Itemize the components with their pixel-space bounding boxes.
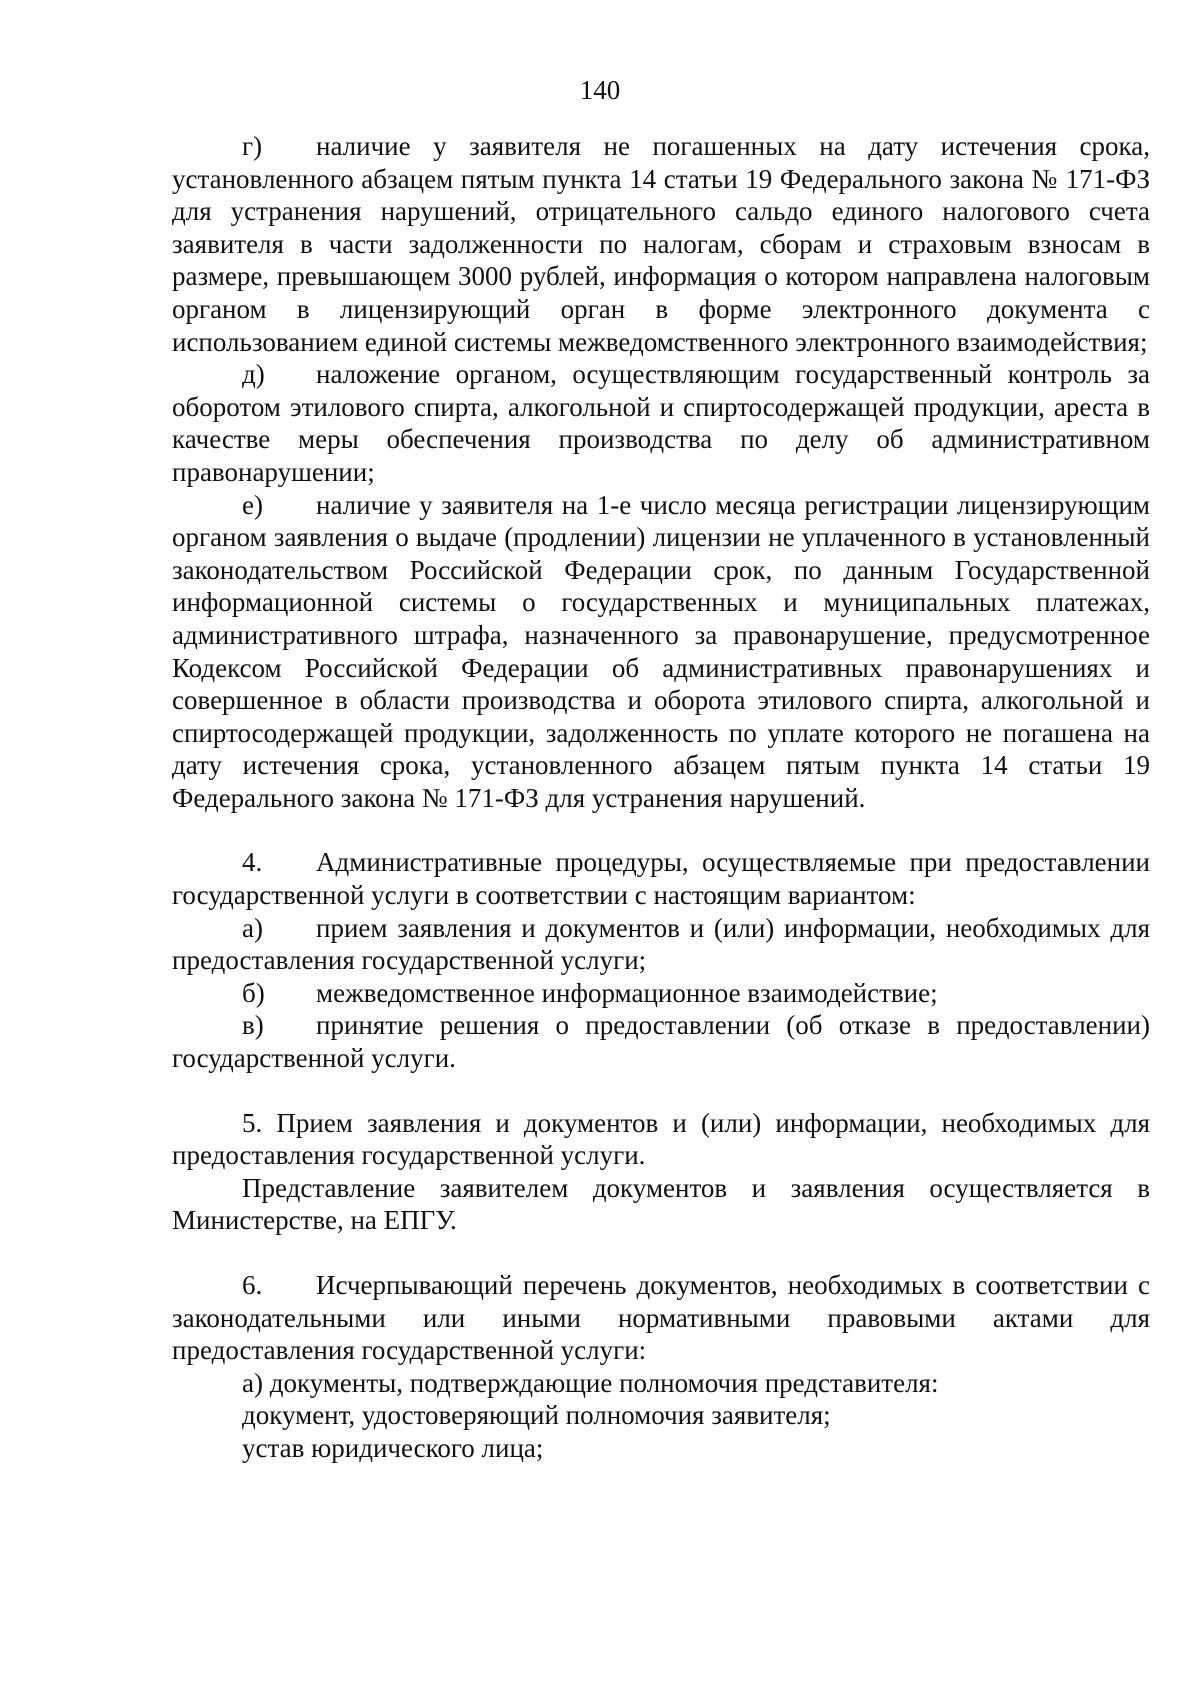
section-number: 4. [242, 847, 263, 878]
paragraph-item-d [172, 358, 1150, 488]
paragraph-text: наличие у заявителя не погашенных на дату истечения срока, установленного абзацем пятым пункта 14 статьи 19 Федерального закона № 171-ФЗ для устранения нарушений, отрицательного сальдо единого налогового счета заявителя в части задолженности по налогам, сборам и страховым взносам в размере, превышающем 3000 рублей, информация о котором направлена налоговым органом в лицензирующий орган в форме электронного документа с использованием единой системы межведомственного электронного взаимодействия; [172, 131, 1150, 357]
item-marker: б) [242, 977, 265, 1008]
item-marker: в) [242, 1010, 264, 1041]
paragraph-text: наличие у заявителя на 1-е число месяца регистрации лицензирующим органом заявления о выдаче (продлении) лицензии не уплаченного в установленный законодательством Российской Федерации срок, по данным Государственной информационной системы о государственных и муниципальных платежах, административного штрафа, назначенного за правонарушение, предусмотренное Кодексом Российской Федерации об административных правонарушениях и совершенное в области производства и оборота этилового спирта, алкогольной и спиртосодержащей продукции, задолженность по уплате которого не погашена на дату истечения срока, установленного абзацем пятым пункта 14 статьи 19 Федерального закона № 171-ФЗ для устранения нарушений. [172, 489, 1150, 813]
paragraph-text: Административные процедуры, осуществляемые при предоставлении государственной услуги в соответствии с настоящим вариантом: [172, 847, 1150, 911]
paragraph-item-g [172, 130, 1150, 358]
item-marker: г) [242, 131, 263, 161]
paragraph-submission: Представление заявителем документов и заявления осуществляется в Министерстве, на ЕПГУ. [172, 1172, 1150, 1236]
paragraph-text: межведомственное информационное взаимодействие; [316, 977, 938, 1008]
paragraph-gap [172, 1237, 1150, 1269]
document-body [172, 130, 1150, 1465]
list-item: устав юридического лица; [242, 1432, 544, 1463]
paragraph-item-4v [172, 1009, 1150, 1074]
paragraph-item-4a [172, 912, 1150, 977]
paragraph-text: наложение органом, осуществляющим государственный контроль за оборотом этилового спирта, алкогольной и спиртосодержащей продукции, ареста в качестве меры обеспечения производства по делу об административном правонарушении; [172, 359, 1150, 487]
item-marker: д) [242, 359, 265, 390]
paragraph-item-4b [172, 977, 1150, 1010]
paragraph-gap [172, 1075, 1150, 1107]
paragraph-section-5: 5. Прием заявления и документов и (или) информации, необходимых для предоставления государственной услуги. [172, 1107, 1150, 1171]
paragraph-text: Исчерпывающий перечень документов, необходимых в соответствии с законодательными или иными нормативными правовыми актами для предоставления государственной услуги: [172, 1270, 1150, 1366]
item-marker: е) [242, 489, 263, 520]
paragraph-section-6 [172, 1269, 1150, 1367]
paragraph-item-e [172, 489, 1150, 815]
paragraph-item-6a: а) документы, подтверждающие полномочия представителя: [242, 1367, 939, 1398]
paragraph-section-4 [172, 846, 1150, 911]
section-number: 6. [242, 1270, 263, 1300]
paragraph-gap [172, 814, 1150, 846]
paragraph-text: принятие решения о предоставлении (об отказе в предоставлении) государственной услуги. [172, 1010, 1150, 1074]
paragraph-text: прием заявления и документов и (или) информации, необходимых для предоставления государственной услуги; [172, 912, 1150, 976]
list-item: документ, удостоверяющий полномочия заявителя; [242, 1400, 831, 1431]
page-number: 140 [579, 75, 621, 105]
item-marker: а) [242, 912, 263, 943]
